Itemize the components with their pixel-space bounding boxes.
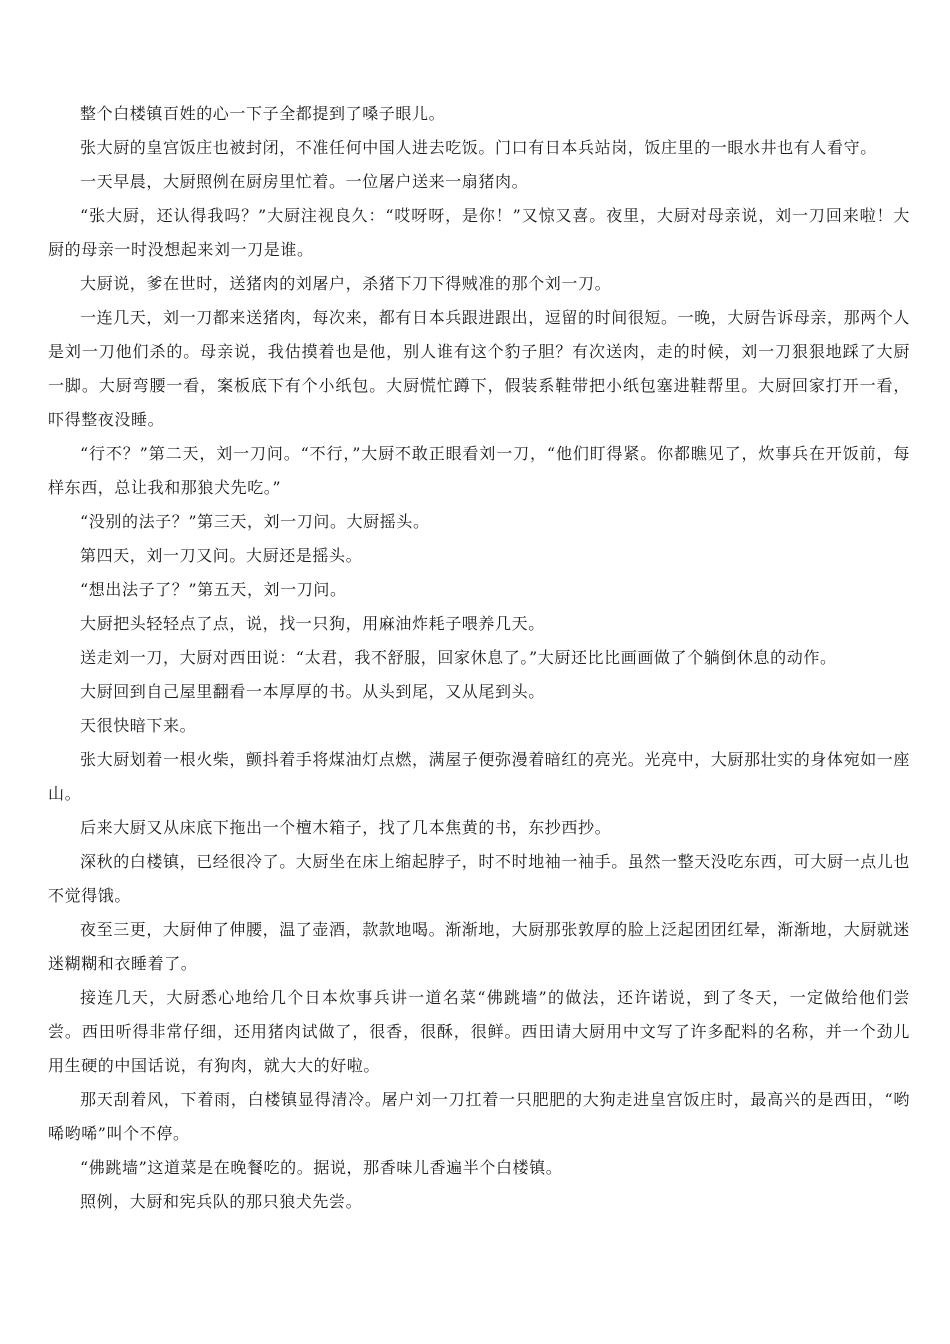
paragraph-21: “佛跳墙”这道菜是在晚餐吃的。据说，那香味儿香遍半个白楼镇。 bbox=[80, 1158, 563, 1177]
paragraph-5: 大厨说，爹在世时，送猪肉的刘屠户，杀猪下刀下得贼准的那个刘一刀。 bbox=[80, 274, 612, 293]
paragraph-11: 大厨把头轻轻点了点，说，找一只狗，用麻油炸耗子喂养几天。 bbox=[80, 614, 545, 633]
paragraph-13: 大厨回到自己屋里翻看一本厚厚的书。从头到尾，又从尾到头。 bbox=[80, 682, 545, 701]
paragraph-19: 接连几天，大厨悉心地给几个日本炊事兵讲一道名菜“佛跳墙”的做法，还许诺说，到了冬天，一定做给他们尝尝。西田听得非常仔细，还用猪肉试做了，很香，很酥，很鲜。西田请大厨用中文写了许多配料的名称，并一个劲儿用生硬的中国话说，有狗肉，就大大的好啦。 bbox=[48, 988, 910, 1075]
paragraph-3: 一天早晨，大厨照例在厨房里忙着。一位屠户送来一扇猪肉。 bbox=[80, 172, 529, 191]
paragraph-10: “想出法子了？”第五天，刘一刀问。 bbox=[80, 580, 347, 599]
paragraph-2: 张大厨的皇宫饭庄也被封闭，不准任何中国人进去吃饭。门口有日本兵站岗，饭庄里的一眼水井也有人看守。 bbox=[80, 138, 877, 157]
paragraph-14: 天很快暗下来。 bbox=[80, 716, 197, 735]
paragraph-8: “没别的法子？”第三天，刘一刀问。大厨摇头。 bbox=[80, 512, 430, 531]
paragraph-1: 整个白楼镇百姓的心一下子全都提到了嗓子眼儿。 bbox=[80, 104, 446, 123]
paragraph-22: 照例，大厨和宪兵队的那只狼犬先尝。 bbox=[80, 1192, 363, 1211]
paragraph-12: 送走刘一刀，大厨对西田说：“太君，我不舒服，回家休息了。”大厨还比比画画做了个躺倒休息的动作。 bbox=[80, 648, 837, 667]
paragraph-9: 第四天，刘一刀又问。大厨还是摇头。 bbox=[80, 546, 363, 565]
paragraph-15: 张大厨划着一根火柴，颤抖着手将煤油灯点燃，满屋子便弥漫着暗红的亮光。光亮中，大厨那壮实的身体宛如一座山。 bbox=[48, 750, 911, 803]
paragraph-20: 那天刮着风，下着雨，白楼镇显得清冷。屠户刘一刀扛着一只肥肥的大狗走进皇宫饭庄时，最高兴的是西田，“哟唏哟唏”叫个不停。 bbox=[48, 1090, 910, 1143]
paragraph-4: “张大厨，还认得我吗？”大厨注视良久：“哎呀呀，是你！”又惊又喜。夜里，大厨对母亲说，刘一刀回来啦！大厨的母亲一时没想起来刘一刀是谁。 bbox=[48, 206, 910, 259]
paragraph-17: 深秋的白楼镇，已经很冷了。大厨坐在床上缩起脖子，时不时地袖一袖手。虽然一整天没吃东西，可大厨一点儿也不觉得饿。 bbox=[48, 852, 911, 905]
paragraph-6: 一连几天，刘一刀都来送猪肉，每次来，都有日本兵跟进跟出，逗留的时间很短。一晚，大厨告诉母亲，那两个人是刘一刀他们杀的。母亲说，我估摸着也是他，别人谁有这个豹子胆？有次送肉，走的时候，刘一刀狠狠地踩了大厨一脚。大厨弯腰一看，案板底下有个小纸包。大厨慌忙蹲下，假装系鞋带把小纸包塞进鞋帮里。大厨回家打开一看，吓得整夜没睡。 bbox=[48, 308, 911, 429]
paragraph-18: 夜至三更，大厨伸了伸腰，温了壶酒，款款地喝。渐渐地，大厨那张敦厚的脸上泛起团团红晕，渐渐地，大厨就迷迷糊糊和衣睡着了。 bbox=[48, 920, 911, 973]
paragraph-16: 后来大厨又从床底下拖出一个檀木箱子，找了几本焦黄的书，东抄西抄。 bbox=[80, 818, 612, 837]
paragraph-7: “行不？”第二天，刘一刀问。“不行，”大厨不敢正眼看刘一刀，“他们盯得紧。你都瞧见了，炊事兵在开饭前，每样东西，总让我和那狼犬先吃。” bbox=[48, 444, 910, 497]
document-page bbox=[48, 97, 910, 1219]
